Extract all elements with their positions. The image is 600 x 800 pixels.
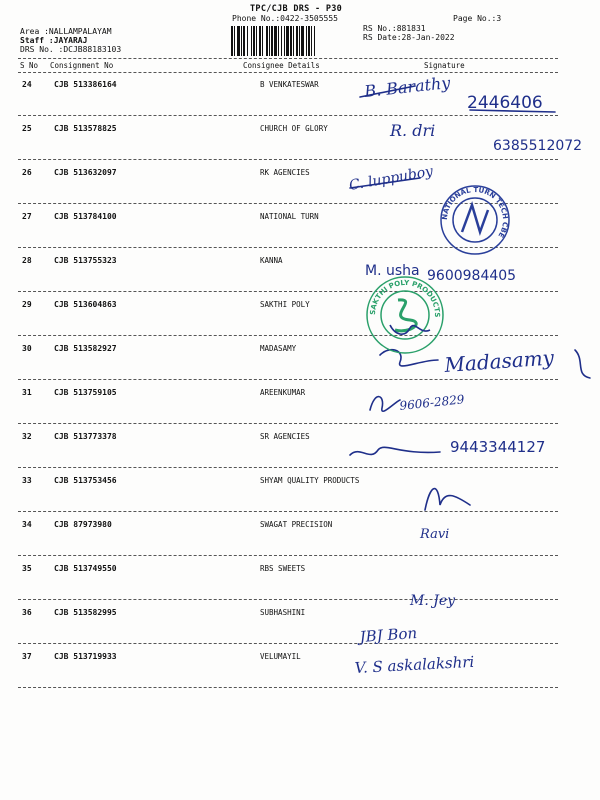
- handwritten-sign: JBJ Bon: [359, 624, 418, 646]
- column-header-consignment: Consignment No: [50, 61, 114, 70]
- row-consignment-no: CJB 513582927: [54, 344, 117, 353]
- row-sno: 34: [22, 520, 32, 529]
- table-row: [0, 476, 600, 520]
- divider: [18, 159, 558, 160]
- row-consignee: KANNA: [260, 256, 283, 265]
- table-row: [0, 564, 600, 608]
- divider: [18, 643, 558, 644]
- row-consignment-no: CJB 513386164: [54, 80, 117, 89]
- row-sno: 32: [22, 432, 32, 441]
- column-header-consignee: Consignee Details: [243, 61, 320, 70]
- row-consignee: SUBHASHINI: [260, 608, 306, 617]
- divider: [18, 555, 558, 556]
- handwritten-name: Ravi: [420, 527, 450, 542]
- row-sno: 31: [22, 388, 32, 397]
- row-consignment-no: CJB 87973980: [54, 520, 112, 529]
- divider: [18, 203, 558, 204]
- row-consignee: VELUMAYIL: [260, 652, 301, 661]
- handwritten-phone: 9443344127: [450, 438, 546, 456]
- row-sno: 27: [22, 212, 32, 221]
- row-consignment-no: CJB 513753456: [54, 476, 117, 485]
- row-consignment-no: CJB 513759105: [54, 388, 117, 397]
- divider: [18, 379, 558, 380]
- handwritten-name: B. Barathy: [363, 73, 452, 101]
- row-consignment-no: CJB 513582995: [54, 608, 117, 617]
- drs-number: DRS No. :DCJB88183103: [20, 45, 122, 54]
- rs-date: RS Date:28-Jan-2022: [363, 33, 455, 42]
- row-sno: 26: [22, 168, 32, 177]
- sheet-title: TPC/CJB DRS - P30: [250, 4, 343, 14]
- row-consignee: RK AGENCIES: [260, 168, 310, 177]
- row-consignment-no: CJB 513784100: [54, 212, 117, 221]
- divider: [18, 511, 558, 512]
- handwritten-name: R. dri: [390, 121, 436, 140]
- row-sno: 37: [22, 652, 32, 661]
- row-consignment-no: CJB 513749550: [54, 564, 117, 573]
- column-header-signature: Signature: [424, 61, 465, 70]
- table-row: [0, 256, 600, 300]
- barcode: [231, 26, 354, 56]
- phone-number: Phone No.:0422-3505555: [232, 14, 338, 23]
- row-consignee: RBS SWEETS: [260, 564, 306, 573]
- row-sno: 29: [22, 300, 32, 309]
- divider: [18, 72, 558, 73]
- table-row: [0, 344, 600, 388]
- row-sno: 33: [22, 476, 32, 485]
- page-number: Page No.:3: [453, 14, 502, 23]
- table-row: [0, 652, 600, 696]
- row-consignment-no: CJB 513578825: [54, 124, 117, 133]
- handwritten-name: Madasamy: [443, 345, 555, 377]
- row-consignee: SWAGAT PRECISION: [260, 520, 333, 529]
- row-consignment-no: CJB 513755323: [54, 256, 117, 265]
- sakthi-poly-stamp-text: SAKTHI POLY PRODUCTS: [368, 278, 442, 318]
- row-consignee: SHYAM QUALITY PRODUCTS: [260, 476, 360, 485]
- divider: [18, 687, 558, 688]
- handwritten-phone: 6385512072: [493, 138, 583, 154]
- row-sno: 36: [22, 608, 32, 617]
- table-row: [0, 124, 600, 168]
- table-row: [0, 432, 600, 476]
- staff-label: Staff :JAYARAJ: [20, 36, 88, 45]
- divider: [18, 467, 558, 468]
- row-consignee: MADASAMY: [260, 344, 297, 353]
- divider: [18, 291, 558, 292]
- row-sno: 28: [22, 256, 32, 265]
- table-row: [0, 608, 600, 652]
- area-label: Area :NALLAMPALAYAM: [20, 27, 112, 36]
- table-row: [0, 168, 600, 212]
- table-row: [0, 520, 600, 564]
- divider: [18, 247, 558, 248]
- row-consignment-no: CJB 513719933: [54, 652, 117, 661]
- handwritten-name: C. luppuboy: [347, 163, 435, 194]
- row-consignee: AREENKUMAR: [260, 388, 306, 397]
- row-consignee: NATIONAL TURN: [260, 212, 319, 221]
- national-turn-stamp-text: NATIONAL TURN TECH CBE: [440, 185, 510, 239]
- divider: [18, 335, 558, 336]
- handwritten-phone: 9606-2829: [398, 392, 466, 413]
- table-row: [0, 212, 600, 256]
- divider: [18, 58, 558, 59]
- divider: [18, 115, 558, 116]
- row-consignment-no: CJB 513773378: [54, 432, 117, 441]
- row-consignment-no: CJB 513604863: [54, 300, 117, 309]
- handwritten-name: M. usha: [365, 263, 420, 279]
- handwritten-phone: 9600984405: [427, 268, 517, 284]
- handwritten-name: M. Jey: [410, 593, 456, 609]
- handwritten-phone: 2446406: [467, 93, 543, 113]
- table-row: [0, 388, 600, 432]
- row-sno: 24: [22, 80, 32, 89]
- row-consignee: SAKTHI POLY: [260, 300, 310, 309]
- row-sno: 35: [22, 564, 32, 573]
- row-sno: 25: [22, 124, 32, 133]
- row-consignee: CHURCH OF GLORY: [260, 124, 328, 133]
- divider: [18, 599, 558, 600]
- row-consignment-no: CJB 513632097: [54, 168, 117, 177]
- handwritten-name: V. S askalakshri: [354, 652, 475, 677]
- row-sno: 30: [22, 344, 32, 353]
- column-header-sno: S No: [20, 61, 39, 70]
- table-row: [0, 80, 600, 124]
- table-row: [0, 300, 600, 344]
- divider: [18, 423, 558, 424]
- row-consignee: SR AGENCIES: [260, 432, 310, 441]
- row-consignee: B VENKATESWAR: [260, 80, 319, 89]
- rs-number: RS No.:881831: [363, 24, 426, 33]
